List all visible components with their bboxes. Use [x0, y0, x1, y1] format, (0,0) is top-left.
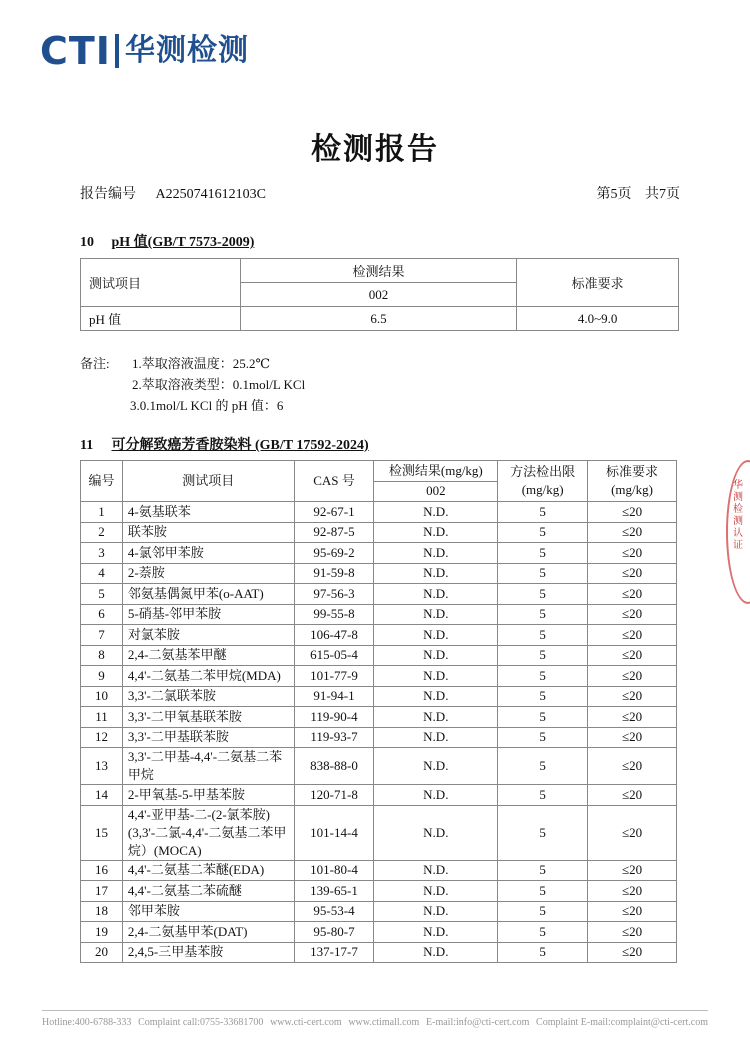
table-row [81, 625, 677, 646]
cell-name: 2-甲氧基-5-甲基苯胺 [122, 785, 294, 806]
cell-limit: 5 [498, 625, 588, 646]
cell-name: 2,4,5-三甲基苯胺 [122, 942, 294, 963]
cell-limit: 5 [498, 502, 588, 523]
cell-result: N.D. [374, 645, 498, 666]
cell-cas: 91-59-8 [294, 563, 374, 584]
table-row [81, 881, 677, 902]
report-number [80, 183, 266, 203]
cell-cas: 119-90-4 [294, 707, 374, 728]
logo-separator [115, 34, 119, 68]
cell-no: 5 [81, 584, 123, 605]
cell-name: 2,4-二氨基苯甲醚 [122, 645, 294, 666]
cell-cas: 101-80-4 [294, 860, 374, 881]
cell-name: 邻甲苯胺 [122, 901, 294, 922]
cell-no: 14 [81, 785, 123, 806]
cell-std: ≤20 [588, 686, 677, 707]
cell-limit: 5 [498, 881, 588, 902]
table-row [81, 805, 677, 860]
section-11-heading [80, 434, 369, 454]
table-row [81, 942, 677, 963]
section-title: pH 值(GB/T 7573-2009) [111, 235, 255, 250]
cell-cas: 91-94-1 [294, 686, 374, 707]
section-number: 11 [80, 438, 94, 453]
notes-label: 备注: [80, 356, 110, 371]
table-row [81, 686, 677, 707]
header-result: 检测结果(mg/kg) [374, 461, 498, 482]
amine-table [80, 460, 677, 963]
cell-cas: 137-17-7 [294, 942, 374, 963]
cell-result: N.D. [374, 901, 498, 922]
report-number-value: A2250741612103C [155, 187, 266, 202]
cell-name: 4-氯邻甲苯胺 [122, 543, 294, 564]
cell-std: ≤20 [588, 522, 677, 543]
cell-result: N.D. [374, 522, 498, 543]
footer-complaint-email[interactable]: Complaint E-mail:complaint@cti-cert.com [536, 1017, 708, 1028]
cell-limit: 5 [498, 748, 588, 785]
table-row [81, 522, 677, 543]
cell-std: ≤20 [588, 604, 677, 625]
cell-std: ≤20 [588, 666, 677, 687]
cell-std: ≤20 [588, 563, 677, 584]
cell-cas: 119-93-7 [294, 727, 374, 748]
cell-standard: 4.0~9.0 [517, 307, 679, 331]
table-row [81, 901, 677, 922]
table-row [81, 604, 677, 625]
logo-chinese-text: 华测检测 [124, 33, 249, 68]
cell-limit: 5 [498, 666, 588, 687]
cell-name: 对氯苯胺 [122, 625, 294, 646]
header-result: 检测结果 [240, 259, 516, 283]
table-row [81, 584, 677, 605]
cell-result: N.D. [374, 805, 498, 860]
cell-std: ≤20 [588, 707, 677, 728]
cell-no: 12 [81, 727, 123, 748]
section-title: 可分解致癌芳香胺染料 (GB/T 17592-2024) [111, 438, 369, 453]
cell-name: 4,4'-亚甲基-二-(2-氯苯胺)(3,3'-二氯-4,4'-二氨基二苯甲烷）(MOCA) [122, 805, 294, 860]
header-sample: 002 [374, 481, 498, 502]
cell-limit: 5 [498, 645, 588, 666]
header-limit [498, 461, 588, 502]
table-row [81, 785, 677, 806]
cell-cas: 95-80-7 [294, 922, 374, 943]
cell-name: 联苯胺 [122, 522, 294, 543]
header-limit-unit: (mg/kg) [521, 482, 564, 497]
section-number: 10 [80, 235, 94, 250]
cell-std: ≤20 [588, 805, 677, 860]
cell-std: ≤20 [588, 922, 677, 943]
header-test-item: 测试项目 [122, 461, 294, 502]
cell-std: ≤20 [588, 502, 677, 523]
footer-hotline: Hotline:400-6788-333 [42, 1017, 132, 1028]
header-standard-label: 标准要求 [606, 464, 659, 479]
note-1: 1.萃取溶液温度：25.2℃ [132, 356, 271, 371]
footer-divider [42, 1010, 708, 1011]
cell-no: 16 [81, 860, 123, 881]
table-row [81, 922, 677, 943]
cell-result: N.D. [374, 543, 498, 564]
cell-item: pH 值 [81, 307, 241, 331]
cell-limit: 5 [498, 686, 588, 707]
section-10-heading [80, 231, 254, 251]
cell-name: 3,3'-二甲氧基联苯胺 [122, 707, 294, 728]
cell-limit: 5 [498, 604, 588, 625]
table-row [81, 707, 677, 728]
cell-result: N.D. [374, 922, 498, 943]
header-cas: CAS 号 [294, 461, 374, 502]
cell-result: N.D. [374, 942, 498, 963]
table-row [81, 727, 677, 748]
cell-limit: 5 [498, 543, 588, 564]
cell-name: 4-氨基联苯 [122, 502, 294, 523]
cell-cas: 139-65-1 [294, 881, 374, 902]
cell-name: 5-硝基-邻甲苯胺 [122, 604, 294, 625]
page-total: 共7页 [645, 187, 680, 202]
footer [42, 1017, 708, 1028]
footer-website-1[interactable]: www.cti-cert.com [270, 1017, 342, 1028]
cell-std: ≤20 [588, 860, 677, 881]
cell-no: 8 [81, 645, 123, 666]
cell-no: 13 [81, 748, 123, 785]
cell-result: N.D. [374, 686, 498, 707]
footer-email[interactable]: E-mail:info@cti-cert.com [426, 1017, 530, 1028]
cell-std: ≤20 [588, 727, 677, 748]
cell-limit: 5 [498, 805, 588, 860]
cell-no: 15 [81, 805, 123, 860]
table-row [81, 502, 677, 523]
cell-cas: 95-53-4 [294, 901, 374, 922]
cell-cas: 97-56-3 [294, 584, 374, 605]
seal-stamp-text: 华测检测认证 [733, 480, 743, 551]
cell-limit: 5 [498, 522, 588, 543]
cell-no: 11 [81, 707, 123, 728]
cell-no: 10 [81, 686, 123, 707]
cell-std: ≤20 [588, 748, 677, 785]
cell-limit: 5 [498, 727, 588, 748]
cell-result: N.D. [374, 860, 498, 881]
cell-std: ≤20 [588, 785, 677, 806]
notes [80, 353, 305, 416]
cell-result: N.D. [374, 502, 498, 523]
cell-no: 7 [81, 625, 123, 646]
cell-name: 3,3'-二甲基联苯胺 [122, 727, 294, 748]
header-standard: 标准要求 [517, 259, 679, 307]
cell-cas: 92-67-1 [294, 502, 374, 523]
cell-result: N.D. [374, 563, 498, 584]
cell-cas: 120-71-8 [294, 785, 374, 806]
cell-no: 4 [81, 563, 123, 584]
cell-cas: 101-77-9 [294, 666, 374, 687]
table-row [81, 563, 677, 584]
page-indicator [597, 183, 681, 203]
cell-cas: 838-88-0 [294, 748, 374, 785]
table-row [81, 645, 677, 666]
cell-std: ≤20 [588, 881, 677, 902]
cell-std: ≤20 [588, 942, 677, 963]
cell-std: ≤20 [588, 543, 677, 564]
cell-no: 19 [81, 922, 123, 943]
cell-limit: 5 [498, 584, 588, 605]
cell-name: 2,4-二氨基甲苯(DAT) [122, 922, 294, 943]
cell-limit: 5 [498, 942, 588, 963]
cell-no: 2 [81, 522, 123, 543]
header-limit-label: 方法检出限 [510, 464, 576, 479]
cell-limit: 5 [498, 860, 588, 881]
header-test-item: 测试项目 [81, 259, 241, 307]
table-row [81, 666, 677, 687]
header-no: 编号 [81, 461, 123, 502]
table-row [81, 307, 679, 331]
header-standard [588, 461, 677, 502]
cell-name: 2-萘胺 [122, 563, 294, 584]
cell-no: 9 [81, 666, 123, 687]
cell-result: N.D. [374, 748, 498, 785]
table-row [81, 748, 677, 785]
cell-limit: 5 [498, 563, 588, 584]
note-3: 3.0.1mol/L KCl 的 pH 值：6 [130, 398, 284, 413]
cell-limit: 5 [498, 707, 588, 728]
cell-no: 18 [81, 901, 123, 922]
cell-result: 6.5 [240, 307, 516, 331]
cell-limit: 5 [498, 901, 588, 922]
cell-std: ≤20 [588, 625, 677, 646]
cell-name: 邻氨基偶氮甲苯(o-AAT) [122, 584, 294, 605]
cell-no: 1 [81, 502, 123, 523]
cell-result: N.D. [374, 584, 498, 605]
page-current: 第5页 [596, 187, 632, 202]
footer-website-2[interactable]: www.ctimall.com [348, 1017, 420, 1028]
note-2: 2.萃取溶液类型：0.1mol/L KCl [132, 377, 306, 392]
cell-cas: 106-47-8 [294, 625, 374, 646]
cell-result: N.D. [374, 666, 498, 687]
cell-name: 3,3'-二甲基-4,4'-二氨基二苯甲烷 [122, 748, 294, 785]
cell-result: N.D. [374, 604, 498, 625]
cell-limit: 5 [498, 922, 588, 943]
company-logo [40, 29, 249, 73]
cell-result: N.D. [374, 785, 498, 806]
footer-complaint-call: Complaint call:0755-33681700 [138, 1017, 264, 1028]
cell-std: ≤20 [588, 901, 677, 922]
cell-result: N.D. [374, 707, 498, 728]
cell-std: ≤20 [588, 645, 677, 666]
cell-result: N.D. [374, 625, 498, 646]
cell-no: 3 [81, 543, 123, 564]
header-standard-unit: (mg/kg) [611, 482, 653, 497]
report-number-label: 报告编号 [80, 187, 136, 202]
cell-no: 20 [81, 942, 123, 963]
ph-table [80, 258, 679, 331]
cell-limit: 5 [498, 785, 588, 806]
cell-name: 4,4'-二氨基二苯硫醚 [122, 881, 294, 902]
cell-result: N.D. [374, 881, 498, 902]
table-row [81, 860, 677, 881]
page-title: 检测报告 [311, 132, 439, 167]
cell-std: ≤20 [588, 584, 677, 605]
header-sample: 002 [240, 283, 516, 307]
cell-cas: 99-55-8 [294, 604, 374, 625]
cell-name: 3,3'-二氯联苯胺 [122, 686, 294, 707]
table-row [81, 543, 677, 564]
cell-cas: 95-69-2 [294, 543, 374, 564]
cell-cas: 92-87-5 [294, 522, 374, 543]
cell-cas: 615-05-4 [294, 645, 374, 666]
cell-cas: 101-14-4 [294, 805, 374, 860]
cell-name: 4,4'-二氨基二苯甲烷(MDA) [122, 666, 294, 687]
logo-cti-text: CTI [40, 29, 111, 73]
cell-name: 4,4'-二氨基二苯醚(EDA) [122, 860, 294, 881]
cell-result: N.D. [374, 727, 498, 748]
cell-no: 6 [81, 604, 123, 625]
cell-no: 17 [81, 881, 123, 902]
